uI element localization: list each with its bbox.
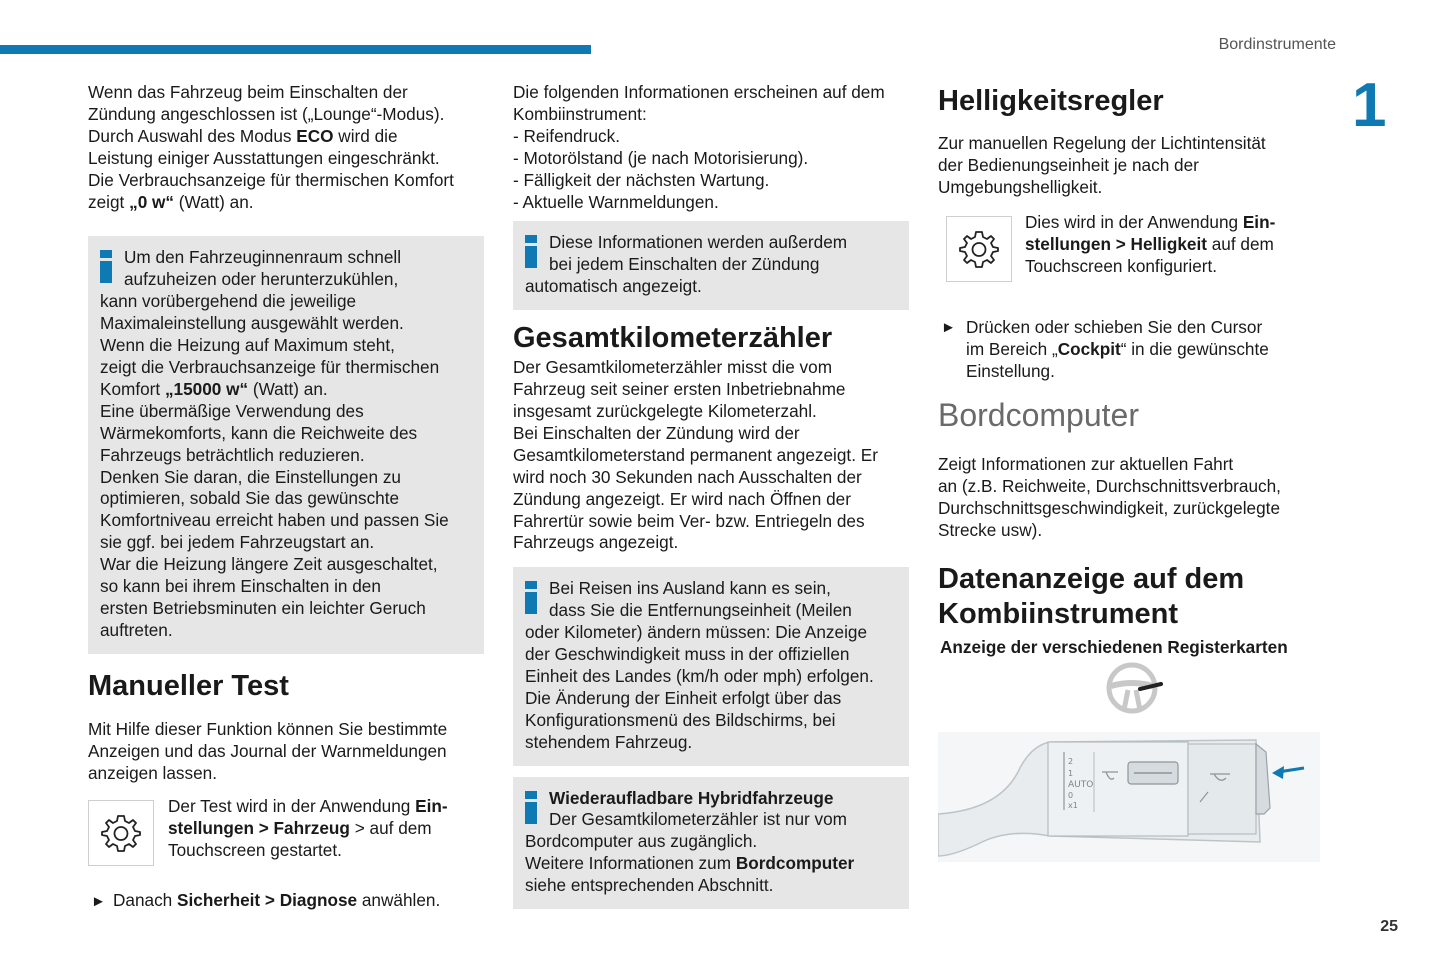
heading-odometer: Gesamtkilometerzähler bbox=[513, 322, 833, 355]
chapter-number: 1 bbox=[1352, 71, 1387, 140]
info-box-hybrid: Wiederaufladbare Hybridfahrzeuge Der Gesamtkilometerzähler ist nur vom Bordcomputer aus zugänglich. Weitere Informationen zum Bordcomputer siehe entsprechenden Abschnitt. bbox=[513, 777, 909, 910]
info-box-units: Bei Reisen ins Ausland kann es sein, dass Sie die Entfernungseinheit (Meilen oder Kilometer) ändern müssen: Die Anzeige der Geschwindigkeit muss in der offiziellen Einheit des Landes (km/h oder mph) erfolgen. Die Änderung der Einheit erfolgt über das Konfigurationsmenü des Bildschirms, bei stehendem Fahrzeug. bbox=[513, 567, 909, 765]
info-box-auto-display: Diese Informationen werden außerdem bei jedem Einschalten der Zündung automatisch angezeigt. bbox=[513, 221, 909, 310]
wiper-stalk-illustration bbox=[938, 732, 1320, 862]
odometer-body: Der Gesamtkilometerzähler misst die vom Fahrzeug seit seiner ersten Inbetriebnahme insgesamt zurückgelegte Kilometerzahl. Bei Einschalten der Zündung wird der Gesamtkilometerstand permanent angezeigt. Er wird noch 30 Sekunden nach Ausschalten der Zündung angezeigt. Er wird nach Öffnen der Fahrertür sowie beim Ver- bzw. Entriegeln des Fahrzeugs angezeigt. bbox=[513, 357, 878, 553]
cluster-info-list: Die folgenden Informationen erscheinen auf dem Kombiinstrument: - Reifendruck. - Motorölstand (je nach Motorisierung). - Fälligkeit der nächsten Wartung. - Aktuelle Warnmeldungen. bbox=[513, 82, 885, 212]
manual-test-step: ► Danach Sicherheit > Diagnose anwählen. bbox=[91, 890, 484, 913]
info-icon bbox=[525, 235, 537, 265]
info-icon bbox=[100, 250, 112, 280]
brightness-body: Zur manuellen Regelung der Lichtintensität der Bedienungseinheit je nach der Umgebungshelligkeit. bbox=[938, 133, 1266, 197]
section-title: Bordinstrumente bbox=[1218, 36, 1336, 53]
manual-test-body: Mit Hilfe dieser Funktion können Sie bestimmte Anzeigen und das Journal der Warnmeldungen anzeigen lassen. bbox=[88, 718, 448, 783]
column-3 bbox=[938, 80, 1338, 659]
stalk-label-2: 2 bbox=[1068, 757, 1074, 766]
column-1 bbox=[88, 80, 484, 913]
arrow-right-icon: ► bbox=[91, 893, 106, 911]
stalk-label-auto: AUTO bbox=[1068, 780, 1094, 790]
info-box-heating: Um den Fahrzeuginnenraum schnell aufzuheizen oder herunterzukühlen, kann vorübergehend die jeweilige Maximaleinstellung ausgewählt werden. Wenn die Heizung auf Maximum steht, zeigt die Verbrauchsanzeige für thermischen Komfort „15000 w“ (Watt) an. Eine übermäßige Verwendung des Wärmekomforts, kann die Reichweite des Fahrzeugs beträchtlich reduzieren. Denken Sie daran, die Einstellungen zu optimieren, sobald Sie das gewünschte Komfortniveau erreicht haben und passen Sie sie ggf. bei jedem Fahrzeugstart an. War die Heizung längere Zeit ausgeschaltet, so kann bei ihrem Einschalten in den ersten Betriebsminuten ein leichter Geruch auftreten. bbox=[88, 236, 484, 653]
heading-bordcomputer: Bordcomputer bbox=[938, 397, 1139, 434]
stalk-label-x1: x1 bbox=[1068, 801, 1078, 810]
gear-icon bbox=[88, 800, 154, 866]
bordcomputer-body: Zeigt Informationen zur aktuellen Fahrt an (z.B. Reichweite, Durchschnittsverbrauch, Durchschnittsgeschwindigkeit, zurückgelegte Strecke usw). bbox=[938, 454, 1281, 541]
subheading-tabs: Anzeige der verschiedenen Registerkarten bbox=[940, 637, 1288, 658]
heading-manual-test: Manueller Test bbox=[88, 669, 289, 702]
info-icon bbox=[525, 791, 537, 821]
heading-data-display: Datenanzeige auf dem Kombiinstrument bbox=[938, 563, 1245, 631]
manual-test-settings-note: Der Test wird in der Anwendung Ein- stellungen > Fahrzeug > auf dem Touchscreen gestartet. bbox=[88, 800, 484, 866]
heading-brightness: Helligkeitsregler bbox=[938, 85, 1164, 117]
brightness-settings-note: Dies wird in der Anwendung Ein- stellungen > Helligkeit auf dem Touchscreen konfiguriert. bbox=[946, 216, 1338, 282]
gear-icon bbox=[946, 216, 1012, 282]
stalk-label-1: 1 bbox=[1068, 769, 1074, 778]
brightness-step: ► Drücken oder schieben Sie den Cursor im Bereich „Cockpit“ in die gewünschte Einstellung. bbox=[941, 316, 1269, 381]
arrow-right-icon: ► bbox=[941, 318, 956, 336]
steering-wheel-icon bbox=[1100, 660, 1168, 716]
column-2 bbox=[513, 80, 909, 909]
info-icon bbox=[525, 581, 537, 611]
intro-paragraph: Wenn das Fahrzeug beim Einschalten der Zündung angeschlossen ist („Lounge“-Modus). Durch Auswahl des Modus ECO wird die Leistung einiger Ausstattungen eingeschränkt. Die Verbrauchsanzeige für thermischen Komfort zeigt „0 w“ (Watt) an. bbox=[88, 82, 454, 212]
header-accent-bar bbox=[0, 45, 591, 54]
page-number: 25 bbox=[1380, 918, 1398, 935]
stalk-label-0: 0 bbox=[1068, 791, 1074, 800]
